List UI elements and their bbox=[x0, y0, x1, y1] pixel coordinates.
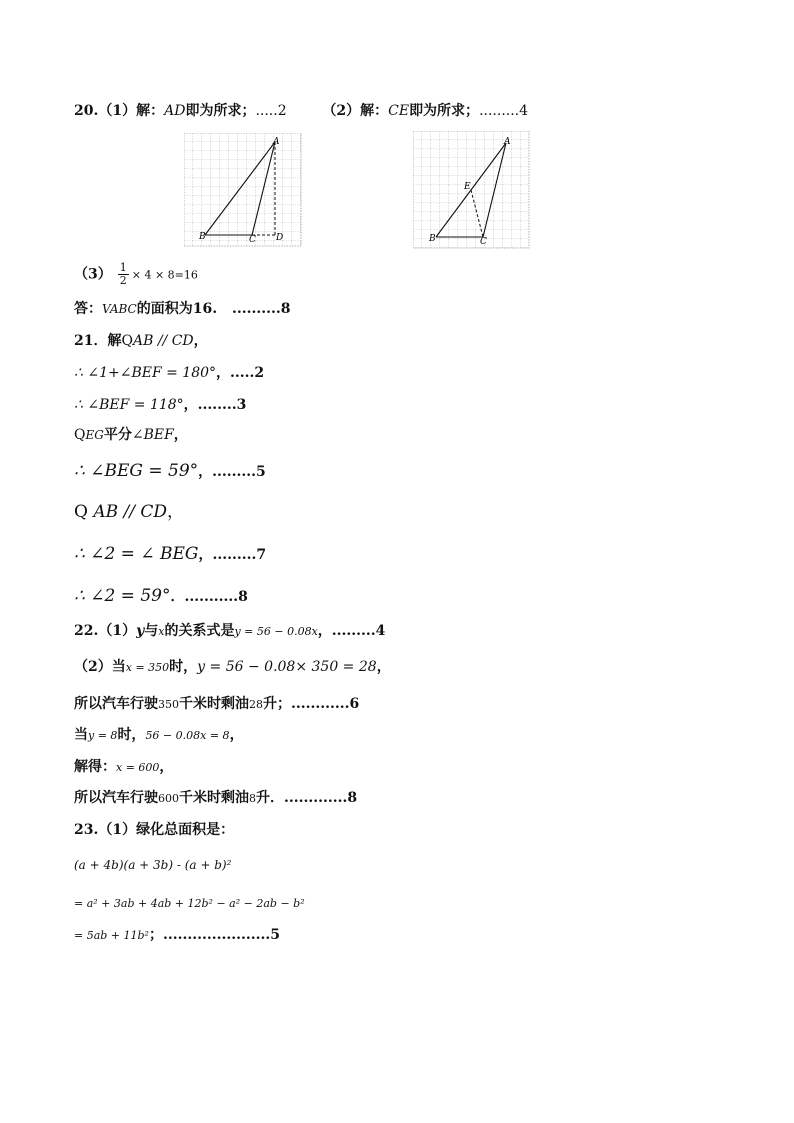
q20-part2-text: 即为所求； bbox=[409, 103, 480, 119]
q20-part3-label: （3） bbox=[74, 266, 112, 283]
because-symbol: Q bbox=[74, 427, 86, 443]
segment-eg: EG bbox=[85, 428, 104, 442]
point-d-label: D bbox=[276, 233, 284, 243]
q23-line2 bbox=[74, 855, 231, 875]
fuel-value: 8 bbox=[249, 792, 256, 805]
point-a-label: A bbox=[273, 137, 280, 147]
score-dots: ，........3 bbox=[183, 397, 247, 413]
area-expression: × 4 × 8=16 bbox=[131, 268, 198, 282]
q21-line1 bbox=[74, 331, 208, 351]
score-dots: ，.....2 bbox=[216, 365, 265, 381]
score-dots: ，.........5 bbox=[198, 464, 266, 480]
point-b-label: B bbox=[429, 234, 436, 244]
solution-x: x = 600 bbox=[116, 761, 160, 774]
score-dots: ．...........8 bbox=[170, 589, 248, 605]
because-symbol: Q bbox=[121, 333, 133, 349]
because-symbol: Q bbox=[74, 502, 88, 522]
score-dots: .........4 bbox=[479, 103, 529, 119]
bisect-text: 平分 bbox=[103, 427, 132, 443]
conclusion-text: 升； bbox=[263, 696, 291, 712]
q21-line7 bbox=[74, 542, 266, 567]
q22-line2 bbox=[74, 657, 391, 678]
var-x: x bbox=[158, 625, 165, 638]
fuel-value: 28 bbox=[249, 698, 263, 711]
punctuation: ， bbox=[229, 727, 244, 743]
score-dots: ；......................5 bbox=[148, 927, 280, 943]
answer-prefix: 答： bbox=[74, 301, 102, 317]
q22-line5 bbox=[74, 757, 173, 778]
relation-text: 的关系式是 bbox=[164, 623, 235, 639]
angle-equation: ∴ ∠BEF = 118° bbox=[74, 397, 184, 413]
score-dots: ............6 bbox=[291, 696, 360, 712]
connector-text: 时， bbox=[169, 659, 198, 675]
q20-part1-label: 20.（1）解： bbox=[74, 103, 165, 119]
q22-line4 bbox=[74, 725, 244, 746]
conclusion-text: 千米时剩油 bbox=[179, 696, 249, 712]
expansion-expression: = a² + 3ab + 4ab + 12b² − a² − 2ab − b² bbox=[74, 897, 305, 910]
score-dots: .............8 bbox=[284, 790, 358, 806]
q21-line5 bbox=[74, 459, 266, 484]
point-e-label: E bbox=[464, 182, 471, 192]
q20-line1 bbox=[74, 101, 528, 121]
q21-line2 bbox=[74, 363, 264, 383]
distance-value: 600 bbox=[158, 792, 179, 805]
q23-line4 bbox=[74, 925, 280, 946]
q20-part1-text: 即为所求； bbox=[185, 103, 256, 119]
q21-line3 bbox=[74, 395, 246, 415]
score-dots: ..........8 bbox=[231, 301, 291, 317]
q21-line8 bbox=[74, 584, 248, 609]
simplified-expression: = 5ab + 11b² bbox=[74, 929, 149, 942]
q20-answer bbox=[74, 299, 290, 319]
q22-line3 bbox=[74, 694, 359, 715]
point-c-label: C bbox=[249, 235, 256, 245]
segment-ce: CE bbox=[388, 103, 410, 119]
condition-x: x = 350 bbox=[125, 661, 170, 674]
angle-equation: ∴ ∠2 = 59° bbox=[74, 586, 171, 606]
equation: 56 − 0.08x = 8 bbox=[145, 729, 230, 742]
area-expression: (a + 4b)(a + 3b) - (a + b)² bbox=[74, 858, 232, 872]
grid-figure-ad bbox=[184, 133, 302, 251]
substitution-expression: y = 56 − 0.08× 350 = 28 bbox=[197, 659, 377, 675]
q23-heading: 23.（1）绿化总面积是： bbox=[74, 822, 235, 838]
conclusion-text: 所以汽车行驶 bbox=[74, 790, 158, 806]
q22-line1 bbox=[74, 621, 385, 642]
angle-equation: ∴ ∠1+∠BEF = 180° bbox=[74, 365, 217, 381]
point-b-label: B bbox=[199, 232, 206, 242]
punctuation: ， bbox=[159, 759, 174, 775]
q23-line1 bbox=[74, 820, 234, 840]
connector-text: 当 bbox=[74, 727, 88, 743]
conclusion-text: 所以汽车行驶 bbox=[74, 696, 158, 712]
angle-equation: ∴ ∠BEG = 59° bbox=[74, 461, 199, 481]
solve-label: 解得： bbox=[74, 759, 116, 775]
q21-line4 bbox=[74, 425, 188, 445]
q20-part3 bbox=[74, 262, 198, 287]
distance-value: 350 bbox=[158, 698, 179, 711]
conclusion-text: 升． bbox=[256, 790, 284, 806]
q23-line3 bbox=[74, 894, 305, 914]
punctuation: ， bbox=[167, 502, 185, 522]
condition-y: y = 8 bbox=[88, 729, 118, 742]
q21-line6 bbox=[74, 500, 184, 524]
point-a-label: A bbox=[504, 137, 511, 147]
score-dots: .....2 bbox=[255, 103, 287, 119]
q22-part2-label: （2）当 bbox=[74, 659, 126, 675]
q20-part2-label: （2）解： bbox=[322, 103, 389, 119]
angle-equation: ∴ ∠2 = ∠ BEG bbox=[74, 544, 199, 564]
angle-bef: ∠BEF bbox=[131, 427, 174, 443]
answer-text: 的面积为16. bbox=[136, 301, 218, 317]
parallel-expression: AB // CD bbox=[93, 502, 168, 522]
parallel-expression: AB // CD bbox=[132, 333, 194, 349]
fraction-denominator: 2 bbox=[119, 274, 127, 287]
triangle-abc: VABC bbox=[102, 302, 137, 316]
punctuation: ， bbox=[193, 333, 208, 349]
grid-figure-ce bbox=[413, 131, 531, 253]
fraction-one-half bbox=[118, 262, 129, 287]
score-dots: ，.........7 bbox=[198, 547, 267, 563]
point-c-label: C bbox=[480, 237, 487, 247]
score-dots: ，.........4 bbox=[317, 623, 386, 639]
conclusion-text: 千米时剩油 bbox=[179, 790, 249, 806]
connector-text: 与 bbox=[144, 623, 159, 639]
var-y: y bbox=[136, 623, 145, 639]
punctuation: ， bbox=[376, 659, 391, 675]
q21-prefix: 21．解 bbox=[74, 333, 122, 349]
q22-line6 bbox=[74, 788, 357, 809]
segment-ad: AD bbox=[164, 103, 186, 119]
q22-prefix: 22.（1） bbox=[74, 623, 137, 639]
connector-text: 时， bbox=[117, 727, 146, 743]
punctuation: ， bbox=[173, 427, 188, 443]
linear-expression: y = 56 − 0.08x bbox=[234, 625, 318, 638]
fraction-numerator: 1 bbox=[119, 261, 127, 274]
